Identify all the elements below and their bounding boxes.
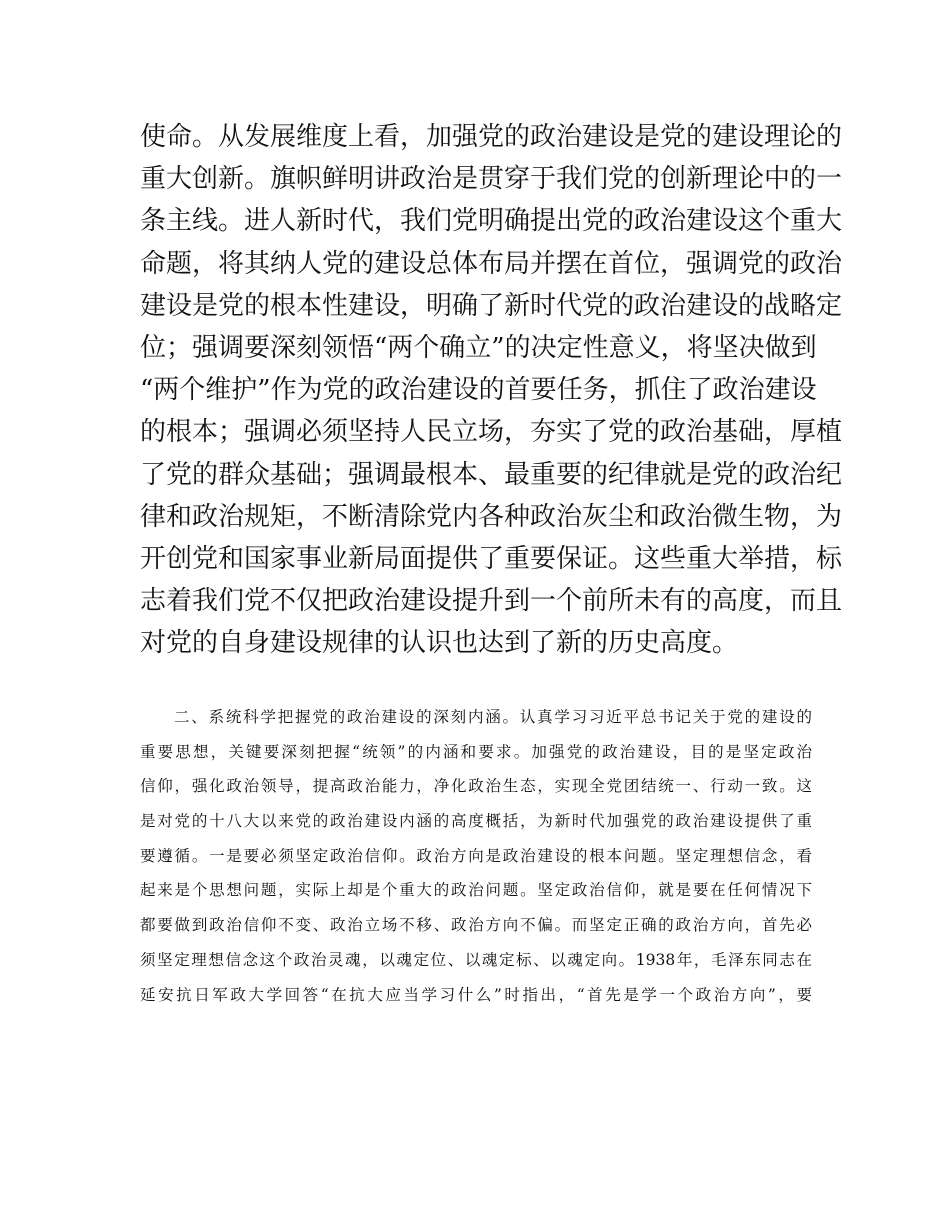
text-line: 使命。从发展维度上看，加强党的政治建设是党的建设理论的: [140, 122, 843, 152]
text-line: 起来是个思想问题，实际上却是个重大的政治问题。坚定政治信仰，就是要在任何情况下: [140, 881, 812, 900]
text-line: 建设是党的根本性建设，明确了新时代党的政治建设的战略定: [140, 290, 843, 321]
text-line: 要遵循。一是要必须坚定政治信仰。政治方向是政治建设的根本问题。坚定理想信念，看: [140, 846, 812, 865]
text-line: 志着我们党不仅把政治建设提升到一个前所未有的高度，而且: [140, 586, 843, 617]
text-line: 延安抗日军政大学回答“在抗大应当学习什么”时指出，“首先是学一个政治方向”，要: [140, 985, 812, 1004]
text-line: 命题，将其纳人党的建设总体布局并摆在首位，强调党的政治: [140, 248, 843, 279]
text-line: 的根本；强调必须坚持人民立场，夯实了党的政治基础，厚植: [140, 417, 843, 448]
text-line: 重大创新。旗帜鲜明讲政治是贯穿于我们党的创新理论中的一: [140, 164, 843, 195]
text-line: 对党的自身建设规律的认识也达到了新的历史高度。: [140, 628, 739, 659]
text-line: 条主线。进人新时代，我们党明确提出党的政治建设这个重大: [140, 206, 843, 237]
text-line: 二、系统科学把握党的政治建设的深刻内涵。认真学习习近平总书记关于党的建设的: [174, 708, 812, 726]
text-line: “两个维护”作为党的政治建设的首要任务，抓住了政治建设: [140, 375, 817, 406]
text-line: 重要思想，关键要深刻把握“统领”的内涵和要求。加强党的政治建设，目的是坚定政治: [140, 742, 812, 761]
text-line: 是对党的十八大以来党的政治建设内涵的高度概括，为新时代加强党的政治建设提供了重: [140, 812, 812, 831]
text-line: 都要做到政治信仰不变、政治立场不移、政治方向不偏。而坚定正确的政治方向，首先必: [140, 916, 812, 935]
body-paragraph-section-two: [140, 700, 812, 1012]
body-paragraph-large: [140, 116, 843, 664]
text-line: 信仰，强化政治领导，提高政治能力，净化政治生态，实现全党团结统一、行动一致。这: [140, 777, 812, 796]
text-line: 了党的群众基础；强调最根本、最重要的纪律就是党的政治纪: [140, 459, 843, 490]
text-line: 开创党和国家事业新局面提供了重要保证。这些重大举措，标: [140, 543, 843, 574]
text-line: 须坚定理想信念这个政治灵魂，以魂定位、以魂定标、以魂定向。1938年，毛泽东同志在: [140, 950, 812, 969]
text-line: 律和政治规矩，不断清除党内各种政治灰尘和政治微生物，为: [140, 501, 843, 532]
text-line: 位；强调要深刻领悟“两个确立”的决定性意义，将坚决做到: [140, 332, 817, 363]
